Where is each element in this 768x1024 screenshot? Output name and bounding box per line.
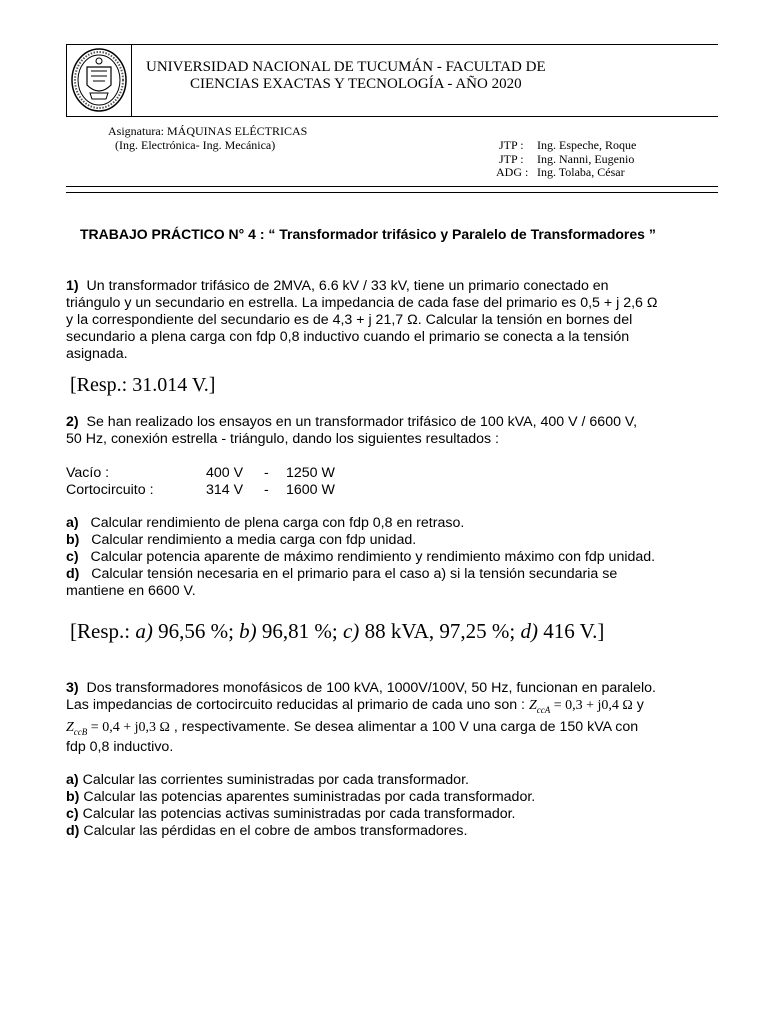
logo-right-border (131, 44, 132, 116)
item-label: c) (66, 549, 79, 565)
item-label: d) (66, 823, 80, 839)
problem2-answer (70, 619, 604, 644)
item-text: Calcular las potencias activas suministradas por cada transformador. (82, 806, 516, 822)
problem3-item-d (66, 823, 467, 840)
problem2-item-d-cont: mantiene en 6600 V. (66, 583, 196, 599)
answer-b-label: b) (239, 619, 257, 643)
impedance-and: y (636, 697, 644, 713)
impedance-a-value: = 0,3 + j0,4 Ω (553, 698, 633, 713)
problem3-item-a (66, 772, 469, 789)
problem2-line1 (66, 414, 637, 431)
staff-name-2: Ing. Nanni, Eugenio (537, 152, 635, 166)
test-power: 1600 W (286, 482, 335, 498)
item-text: Calcular rendimiento de plena carga con fdp 0,8 en retraso. (90, 515, 465, 531)
problem3-item-c (66, 806, 516, 823)
answer-a-value: 96,56 %; (158, 619, 234, 643)
item-label: b) (66, 789, 80, 805)
item-text: Calcular potencia aparente de máximo rendimiento y rendimiento máximo con fdp unidad. (90, 549, 656, 565)
test-voltage: 400 V (206, 465, 244, 481)
university-seal-logo (70, 47, 128, 113)
problem2-number: 2) (66, 414, 79, 430)
test-power: 1250 W (286, 465, 335, 481)
problem3-line2 (66, 697, 644, 719)
item-text: Calcular las potencias aparentes suministradas por cada transformador. (83, 789, 536, 805)
item-text: Calcular las pérdidas en el cobre de ambos transformadores. (83, 823, 468, 839)
answer-d-label: d) (520, 619, 539, 643)
problem1-line3: y la correspondiente del secundario es de 4,3 + j 21,7 Ω. Calcular la tensión en bornes del (66, 312, 633, 328)
header-bottom-rule-2 (66, 192, 718, 193)
test-name: Cortocircuito : (66, 482, 154, 498)
answer-c-value: 88 kVA, 97,25 %; (364, 619, 516, 643)
problem1-line1 (66, 278, 609, 295)
test-voltage: 314 V (206, 482, 244, 498)
impedance-b-symbol: Z (66, 720, 74, 735)
logo-left-border (66, 44, 67, 116)
impedance-b-subscript: ccB (73, 726, 88, 737)
test-row-vacio (66, 465, 335, 482)
staff-role-1: JTP : (499, 138, 524, 152)
item-label: a) (66, 515, 79, 531)
problem1-answer: [Resp.: 31.014 V.] (70, 374, 216, 396)
problem2-item-a (66, 515, 464, 532)
item-text: Calcular las corrientes suministradas por cada transformador. (82, 772, 469, 788)
problem1-number: 1) (66, 278, 79, 294)
impedance-a (529, 698, 633, 713)
problem2-item-b (66, 532, 416, 549)
impedance-a-symbol: Z (528, 698, 537, 713)
test-name: Vacío : (66, 465, 110, 481)
test-dash: - (264, 465, 269, 481)
university-name-line1: UNIVERSIDAD NACIONAL DE TUCUMÁN - FACULTAD DE (146, 59, 546, 75)
impedance-b (66, 720, 170, 735)
problem3-text-1: Dos transformadores monofásicos de 100 kVA, 1000V/100V, 50 Hz, funcionan en paralelo. (86, 680, 656, 696)
header-mid-rule (66, 116, 718, 117)
answer-d-value: 416 V.] (543, 619, 605, 643)
item-label: b) (66, 532, 80, 548)
answer-prefix: [Resp.: (70, 619, 131, 643)
answer-a-label: a) (135, 619, 153, 643)
problem1-text-1: Un transformador trifásico de 2MVA, 6.6 kV / 33 kV, tiene un primario conectado en (86, 278, 609, 294)
problem2-item-d (66, 566, 617, 583)
staff-role-3: ADG : (496, 165, 529, 179)
problem3-line1 (66, 680, 656, 697)
problem3-line4: fdp 0,8 inductivo. (66, 739, 174, 755)
test-dash: - (264, 482, 269, 498)
impedance-a-subscript: ccA (536, 704, 551, 715)
item-label: c) (66, 806, 79, 822)
problem1-line2: triángulo y un secundario en estrella. La impedancia de cada fase del primario es 0,5 + j 2,6 Ω (66, 295, 658, 311)
problem2-line2: 50 Hz, conexión estrella - triángulo, dando los siguientes resultados : (66, 431, 499, 447)
staff-name-1: Ing. Espeche, Roque (537, 138, 637, 152)
problem1-line4: secundario a plena carga con fdp 0,8 inductivo cuando el primario se conecta a la tensión (66, 329, 630, 345)
problem1-line5: asignada. (66, 346, 128, 362)
practice-title: TRABAJO PRÁCTICO N° 4 : “ Transformador trifásico y Paralelo de Transformadores ” (80, 226, 656, 242)
answer-b-value: 96,81 %; (261, 619, 338, 643)
problem3-number: 3) (66, 680, 79, 696)
answer-c-label: c) (342, 619, 360, 643)
problem3-line3 (66, 719, 638, 741)
problem2-text-1: Se han realizado los ensayos en un transformador trifásico de 100 kVA, 400 V / 6600 V, (86, 414, 638, 430)
header-bottom-rule-1 (66, 186, 718, 187)
item-label: d) (66, 566, 80, 582)
problem3-item-b (66, 789, 535, 806)
item-text: Calcular rendimiento a media carga con fdp unidad. (91, 532, 417, 548)
university-name-line2: CIENCIAS EXACTAS Y TECNOLOGÍA - AÑO 2020 (190, 76, 522, 92)
careers-text: (Ing. Electrónica- Ing. Mecánica) (115, 138, 276, 152)
subject-name: Asignatura: MÁQUINAS ELÉCTRICAS (108, 124, 308, 138)
impedance-b-value: = 0,4 + j0,3 Ω (90, 720, 170, 735)
item-text: Calcular tensión necesaria en el primario para el caso a) si la tensión secundaria se (91, 566, 618, 582)
staff-name-3: Ing. Tolaba, César (537, 165, 625, 179)
header-top-rule (66, 44, 718, 45)
staff-role-2: JTP : (499, 152, 524, 166)
problem2-item-c (66, 549, 655, 566)
problem3-text-3: , respectivamente. Se desea alimentar a 100 V una carga de 150 kVA con (173, 719, 639, 735)
item-label: a) (66, 772, 79, 788)
test-row-cortocircuito (66, 482, 335, 499)
problem3-text-2: Las impedancias de cortocircuito reducidas al primario de cada uno son : (66, 697, 525, 713)
